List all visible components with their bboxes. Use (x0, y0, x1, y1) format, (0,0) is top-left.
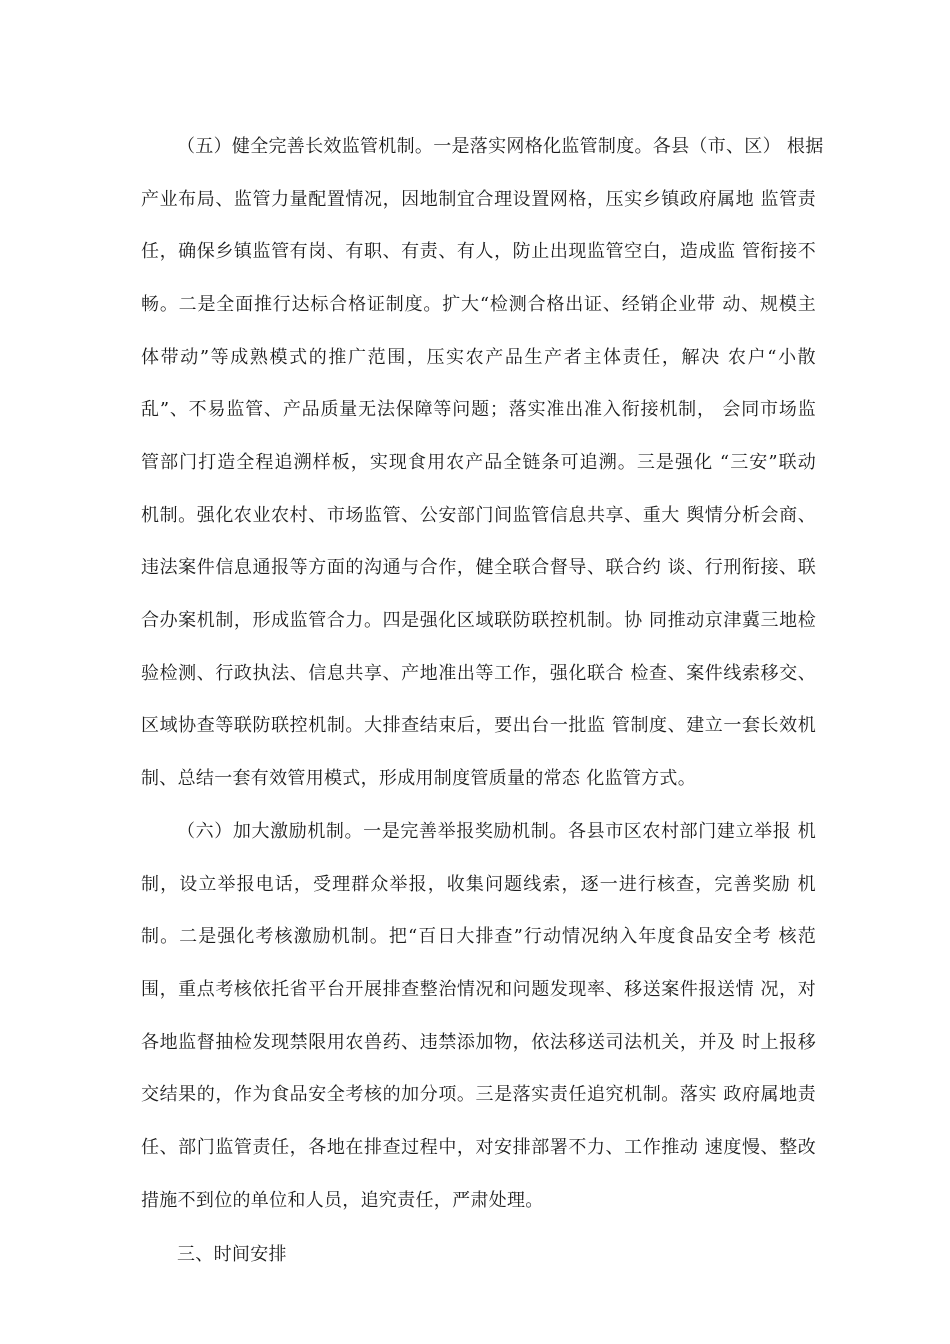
paragraph-line: （五）健全完善长效监管机制。一是落实网格化监管制度。各县（市、区） 根据 (177, 136, 824, 157)
section-heading: 三、时间安排 (177, 1244, 287, 1265)
paragraph-line: 制，设立举报电话，受理群众举报，收集问题线索，逐一进行核查，完善奖励 机 (141, 874, 816, 895)
paragraph-line: 管部门打造全程追溯样板，实现食用农产品全链条可追溯。三是强化 “三安”联动 (141, 452, 816, 473)
paragraph-line: 任、部门监管责任，各地在排查过程中，对安排部署不力、工作推动 速度慢、整改 (141, 1137, 816, 1158)
paragraph-line: 验检测、行政执法、信息共享、产地准出等工作，强化联合 检查、案件线索移交、 (141, 663, 816, 684)
paragraph-line: 交结果的，作为食品安全考核的加分项。三是落实责任追究机制。落实 政府属地责 (141, 1084, 816, 1105)
paragraph-line: 措施不到位的单位和人员，追究责任，严肃处理。 (141, 1190, 544, 1211)
paragraph-line: 制、总结一套有效管用模式，形成用制度管质量的常态 化监管方式。 (141, 768, 697, 789)
paragraph-line: 合办案机制，形成监管合力。四是强化区域联防联控机制。协 同推动京津冀三地检 (141, 610, 816, 631)
paragraph-line: 体带动”等成熟模式的推广范围，压实农产品生产者主体责任，解决 农户“小散 (141, 347, 816, 368)
paragraph-line: 区域协查等联防联控机制。大排查结束后，要出台一批监 管制度、建立一套长效机 (141, 715, 816, 736)
paragraph-line: 违法案件信息通报等方面的沟通与合作，健全联合督导、联合约 谈、行刑衔接、联 (141, 557, 816, 578)
paragraph-line: 围，重点考核依托省平台开展排查整治情况和问题发现率、移送案件报送情 况，对 (141, 979, 816, 1000)
paragraph-line: 任，确保乡镇监管有岗、有职、有责、有人，防止出现监管空白，造成监 管衔接不 (141, 241, 816, 262)
paragraph-line: 机制。强化农业农村、市场监管、公安部门间监管信息共享、重大 舆情分析会商、 (141, 505, 816, 526)
paragraph-line: 制。二是强化考核激励机制。把“百日大排查”行动情况纳入年度食品安全考 核范 (141, 926, 816, 947)
paragraph-line: 乱”、不易监管、产品质量无法保障等问题；落实准出准入衔接机制， 会同市场监 (141, 399, 816, 420)
paragraph-line: 畅。二是全面推行达标合格证制度。扩大“检测合格出证、经销企业带 动、规模主 (141, 294, 816, 315)
paragraph-line: 各地监督抽检发现禁限用农兽药、违禁添加物，依法移送司法机关，并及 时上报移 (141, 1032, 816, 1053)
paragraph-line: （六）加大激励机制。一是完善举报奖励机制。各县市区农村部门建立举报 机 (177, 821, 816, 842)
paragraph-line: 产业布局、监管力量配置情况，因地制宜合理设置网格，压实乡镇政府属地 监管责 (141, 189, 816, 210)
